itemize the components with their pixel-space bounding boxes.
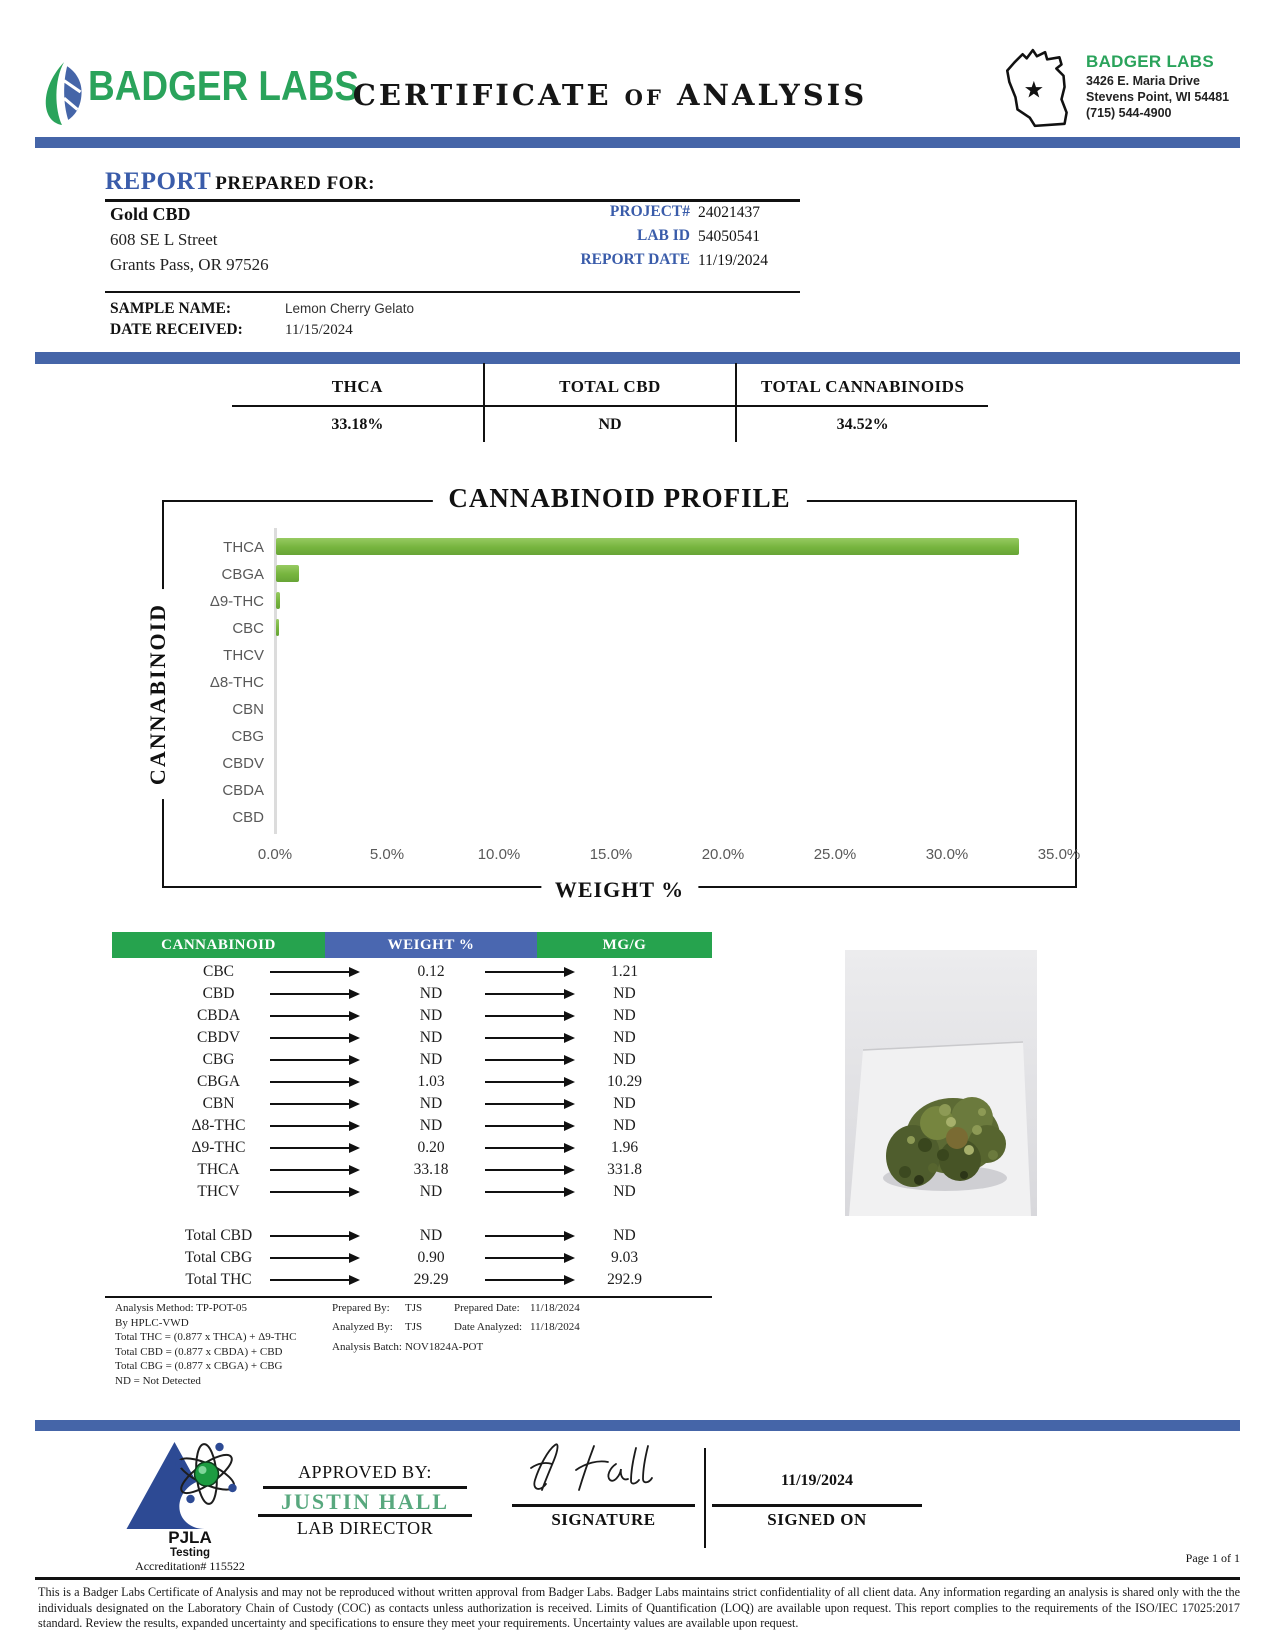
arrow-icon xyxy=(270,1147,358,1149)
chart-row xyxy=(164,562,1075,589)
weight-percent-value: 0.90 xyxy=(417,1249,445,1266)
cannabinoid-name: CBD xyxy=(202,985,235,1002)
section-divider-line xyxy=(105,291,800,293)
divider-bar-footer xyxy=(35,1420,1240,1431)
chart-bar xyxy=(276,565,299,582)
table-header-cannabinoid: CANNABINOID xyxy=(112,932,325,958)
signature-divider xyxy=(704,1448,706,1548)
arrow-icon xyxy=(270,1257,358,1259)
analysis-batch-value: NOV1824A-POT xyxy=(405,1341,484,1353)
signed-on-date: 11/19/2024 xyxy=(780,1472,853,1489)
mg-per-g-value: ND xyxy=(613,1095,636,1112)
cannabinoid-name: Total CBD xyxy=(184,1227,253,1244)
arrow-icon xyxy=(485,971,573,973)
cannabinoid-name: Δ8-THC xyxy=(191,1117,246,1134)
title-word-certificate: CERTIFICATE xyxy=(352,78,612,112)
summary-value: 34.52% xyxy=(836,416,889,433)
chart-title: CANNABINOID PROFILE xyxy=(432,483,806,514)
arrow-icon xyxy=(485,1015,573,1017)
summary-value: ND xyxy=(598,416,622,433)
x-axis-tick: 35.0% xyxy=(1037,846,1081,863)
weight-percent-value: 29.29 xyxy=(413,1271,449,1288)
approved-by-label: APPROVED BY: xyxy=(298,1462,432,1482)
chart-category-label: THCV xyxy=(223,647,264,664)
arrow-icon xyxy=(485,1059,573,1061)
arrow-icon xyxy=(485,1103,573,1105)
sample-photo xyxy=(845,950,1037,1216)
x-axis-tick: 15.0% xyxy=(589,846,633,863)
summary-header: TOTAL CANNABINOIDS xyxy=(737,363,988,407)
x-axis-tick: 30.0% xyxy=(925,846,969,863)
mg-per-g-value: ND xyxy=(613,1007,636,1024)
chart-row xyxy=(164,724,1075,751)
client-address-line2: Grants Pass, OR 97526 xyxy=(110,255,269,274)
lab-address-line1: 3426 E. Maria Drive xyxy=(1086,74,1200,88)
mg-per-g-value: ND xyxy=(613,1117,636,1134)
chart-category-label: CBC xyxy=(232,620,264,637)
chart-bar xyxy=(276,538,1019,555)
arrow-icon xyxy=(270,1235,358,1237)
chart-category-label: CBDA xyxy=(222,782,264,799)
weight-percent-value: 0.12 xyxy=(417,963,445,980)
approver-underline xyxy=(258,1514,472,1517)
page-title xyxy=(330,78,890,112)
arrow-icon xyxy=(485,1037,573,1039)
sample-name-value: Lemon Cherry Gelato xyxy=(285,301,415,316)
table-header-mg-g: MG/G xyxy=(537,932,712,958)
table-row xyxy=(0,1029,760,1049)
arrow-icon xyxy=(270,1169,358,1171)
cannabinoid-name: Total CBG xyxy=(184,1249,253,1266)
arrow-icon xyxy=(270,1279,358,1281)
arrow-icon xyxy=(485,1191,573,1193)
weight-percent-value: ND xyxy=(419,1095,443,1112)
analyzed-by-label: Analyzed By: xyxy=(332,1321,393,1333)
arrow-icon xyxy=(485,1081,573,1083)
pjla-testing: Testing xyxy=(169,1547,211,1559)
heading-underline xyxy=(105,199,800,202)
analyzed-by-value: TJS xyxy=(405,1321,423,1333)
arrow-icon xyxy=(485,1125,573,1127)
chart-plot-area xyxy=(164,502,1075,886)
project-number-value: 24021437 xyxy=(698,204,760,221)
date-analyzed-label: Date Analyzed: xyxy=(454,1321,523,1333)
project-number-label: PROJECT# xyxy=(609,203,690,220)
report-date-value: 11/19/2024 xyxy=(698,252,769,269)
chart-category-label: CBGA xyxy=(221,566,264,583)
divider-bar-top xyxy=(35,137,1240,148)
weight-percent-value: ND xyxy=(419,1007,443,1024)
table-row xyxy=(0,1271,760,1291)
chart-category-label: CBG xyxy=(231,728,264,745)
table-row xyxy=(0,1117,760,1137)
footer-thick-line xyxy=(35,1577,1240,1580)
signed-on-label: SIGNED ON xyxy=(767,1510,867,1529)
report-heading-report: REPORT xyxy=(105,168,212,195)
arrow-icon xyxy=(270,993,358,995)
cannabinoid-name: THCA xyxy=(197,1161,240,1178)
lab-address-line2: Stevens Point, WI 54481 xyxy=(1086,90,1230,104)
signature-label: SIGNATURE xyxy=(551,1510,656,1529)
chart-category-label: CBD xyxy=(232,809,264,826)
arrow-icon xyxy=(270,1191,358,1193)
lab-name: BADGER LABS xyxy=(1086,52,1214,71)
page-number: Page 1 of 1 xyxy=(1185,1551,1240,1565)
footnote-line: Total CBG = (0.877 x CBGA) + CBG xyxy=(115,1360,283,1372)
table-row xyxy=(0,963,760,983)
chart-category-label: Δ9-THC xyxy=(209,593,264,610)
cannabinoid-name: CBC xyxy=(202,963,234,980)
pjla-logo xyxy=(118,1436,253,1531)
lab-id-value: 54050541 xyxy=(698,228,760,245)
chart-row xyxy=(164,535,1075,562)
date-received-value: 11/15/2024 xyxy=(285,322,353,338)
logo-wordmark: BADGER LABS xyxy=(88,62,360,109)
summary-col-total-cbd xyxy=(483,363,738,442)
client-address-line1: 608 SE L Street xyxy=(110,230,218,249)
arrow-icon xyxy=(485,1169,573,1171)
chart-category-label: CBDV xyxy=(222,755,264,772)
prepared-by-label: Prepared By: xyxy=(332,1302,390,1314)
x-axis-tick: 0.0% xyxy=(257,846,293,863)
report-date-label: REPORT DATE xyxy=(580,251,690,268)
table-header-weight-percent: WEIGHT % xyxy=(325,932,537,958)
chart-bar xyxy=(276,592,280,609)
weight-percent-value: 1.03 xyxy=(417,1073,445,1090)
cannabinoid-name: Δ9-THC xyxy=(191,1139,246,1156)
approver-name: JUSTIN HALL xyxy=(280,1489,450,1514)
mg-per-g-value: ND xyxy=(613,1051,636,1068)
lab-phone: (715) 544-4900 xyxy=(1086,106,1172,120)
mg-per-g-value: 10.29 xyxy=(607,1073,642,1090)
report-heading xyxy=(105,168,375,196)
report-heading-prepared-for: PREPARED FOR: xyxy=(215,173,376,194)
client-name: Gold CBD xyxy=(110,204,191,224)
summary-col-total-cannabinoids xyxy=(737,363,988,442)
chart-category-label: THCA xyxy=(223,539,264,556)
arrow-icon xyxy=(485,1279,573,1281)
table-row xyxy=(0,1227,760,1247)
mg-per-g-value: 292.9 xyxy=(607,1271,642,1288)
chart-category-label: Δ8-THC xyxy=(209,674,264,691)
arrow-icon xyxy=(485,1147,573,1149)
table-bottom-line xyxy=(105,1296,712,1298)
lab-address-block xyxy=(1086,52,1229,120)
arrow-icon xyxy=(485,993,573,995)
weight-percent-value: ND xyxy=(419,1183,443,1200)
cannabinoid-name: CBN xyxy=(202,1095,235,1112)
footnote-line: By HPLC-VWD xyxy=(115,1317,189,1329)
approver-title: LAB DIRECTOR xyxy=(296,1518,434,1538)
summary-col-thca xyxy=(232,363,483,442)
chart-x-axis-ticks xyxy=(164,846,1081,866)
cannabinoid-name: CBGA xyxy=(196,1073,241,1090)
arrow-icon xyxy=(270,1037,358,1039)
cannabinoid-name: CBDV xyxy=(196,1029,241,1046)
cannabinoid-name: THCV xyxy=(197,1183,240,1200)
chart-row xyxy=(164,643,1075,670)
mg-per-g-value: ND xyxy=(613,985,636,1002)
disclaimer-text: This is a Badger Labs Certificate of Analysis and may not be reproduced without written approval from Badger Labs. Badger Labs maintains strict confidentiality of all client data. Any information regarding an analysis is shared only with the the individuals designated on the Laboratory Chain of Custody (COC) as contacts unless authorization is received. Limits of Quantification (LOQ) are available upon request. This report complies to the requirements of the ISO/IEC 17025:2017 standard. Review the results, expanded uncertainty and specifications to ensure they meet your requirements. Uncertainty values are available upon request. xyxy=(38,1585,1240,1631)
weight-percent-value: 33.18 xyxy=(413,1161,449,1178)
cannabinoid-name: CBDA xyxy=(196,1007,241,1024)
arrow-icon xyxy=(270,1059,358,1061)
x-axis-tick: 20.0% xyxy=(701,846,745,863)
weight-percent-value: ND xyxy=(419,1029,443,1046)
mg-per-g-value: 9.03 xyxy=(610,1249,639,1266)
chart-row xyxy=(164,616,1075,643)
cannabinoid-name: CBG xyxy=(202,1051,235,1068)
summary-header: TOTAL CBD xyxy=(485,363,736,407)
badger-leaf-icon xyxy=(42,60,84,126)
chart-row xyxy=(164,751,1075,778)
prepared-by-value: TJS xyxy=(405,1302,423,1314)
signature-image xyxy=(528,1438,703,1500)
table-row xyxy=(0,985,760,1005)
table-row xyxy=(0,1161,760,1181)
pjla-name: PJLA xyxy=(168,1528,212,1547)
mg-per-g-value: 331.8 xyxy=(607,1161,642,1178)
arrow-icon xyxy=(270,1125,358,1127)
summary-header: THCA xyxy=(232,363,483,407)
arrow-icon xyxy=(270,1015,358,1017)
arrow-icon xyxy=(485,1257,573,1259)
x-axis-tick: 5.0% xyxy=(369,846,405,863)
x-axis-tick: 10.0% xyxy=(477,846,521,863)
arrow-icon xyxy=(485,1235,573,1237)
chart-bar xyxy=(276,619,279,636)
chart-row xyxy=(164,805,1075,832)
analysis-batch-label: Analysis Batch: xyxy=(332,1341,402,1353)
date-received-label: DATE RECEIVED: xyxy=(110,321,243,338)
table-row xyxy=(0,1007,760,1027)
weight-percent-value: ND xyxy=(419,1227,443,1244)
signature-line xyxy=(512,1504,695,1507)
weight-percent-value: 0.20 xyxy=(417,1139,445,1156)
table-row xyxy=(0,1249,760,1269)
chart-row xyxy=(164,697,1075,724)
table-row xyxy=(0,1183,760,1203)
table-row xyxy=(0,1095,760,1115)
mg-per-g-value: ND xyxy=(613,1227,636,1244)
date-analyzed-value: 11/18/2024 xyxy=(530,1321,580,1333)
chart-x-axis-label: WEIGHT % xyxy=(541,877,698,903)
footnote-line: Analysis Method: TP-POT-05 xyxy=(115,1302,248,1314)
chart-category-label: CBN xyxy=(232,701,264,718)
wisconsin-state-icon xyxy=(1000,44,1080,132)
footnote-line: ND = Not Detected xyxy=(115,1375,201,1387)
title-word-of: OF xyxy=(624,85,664,110)
prepared-date-value: 11/18/2024 xyxy=(530,1302,580,1314)
table-row xyxy=(0,1139,760,1159)
mg-per-g-value: ND xyxy=(613,1183,636,1200)
summary-table xyxy=(232,363,988,442)
weight-percent-value: ND xyxy=(419,1117,443,1134)
chart-row xyxy=(164,778,1075,805)
arrow-icon xyxy=(270,1103,358,1105)
cannabinoid-profile-chart xyxy=(145,483,1081,902)
table-row xyxy=(0,1051,760,1071)
footnote-line: Total CBD = (0.877 x CBDA) + CBD xyxy=(115,1346,283,1358)
summary-value: 33.18% xyxy=(331,416,384,433)
chart-y-axis-label: CANNABINOID xyxy=(143,589,173,799)
footnote-line: Total THC = (0.877 x THCA) + Δ9-THC xyxy=(115,1331,297,1343)
signed-on-line xyxy=(712,1504,922,1507)
chart-row xyxy=(164,589,1075,616)
chart-row xyxy=(164,670,1075,697)
arrow-icon xyxy=(270,1081,358,1083)
x-axis-tick: 25.0% xyxy=(813,846,857,863)
prepared-date-label: Prepared Date: xyxy=(454,1302,520,1314)
cannabinoid-name: Total THC xyxy=(185,1271,252,1288)
mg-per-g-value: 1.21 xyxy=(610,963,639,980)
title-word-analysis: ANALYSIS xyxy=(676,78,868,112)
mg-per-g-value: 1.96 xyxy=(610,1139,639,1156)
arrow-icon xyxy=(270,971,358,973)
weight-percent-value: ND xyxy=(419,985,443,1002)
lab-id-label: LAB ID xyxy=(637,227,690,244)
accreditation-number: Accreditation# 115522 xyxy=(135,1559,245,1573)
table-row xyxy=(0,1073,760,1093)
sample-name-label: SAMPLE NAME: xyxy=(110,300,231,317)
mg-per-g-value: ND xyxy=(613,1029,636,1046)
weight-percent-value: ND xyxy=(419,1051,443,1068)
